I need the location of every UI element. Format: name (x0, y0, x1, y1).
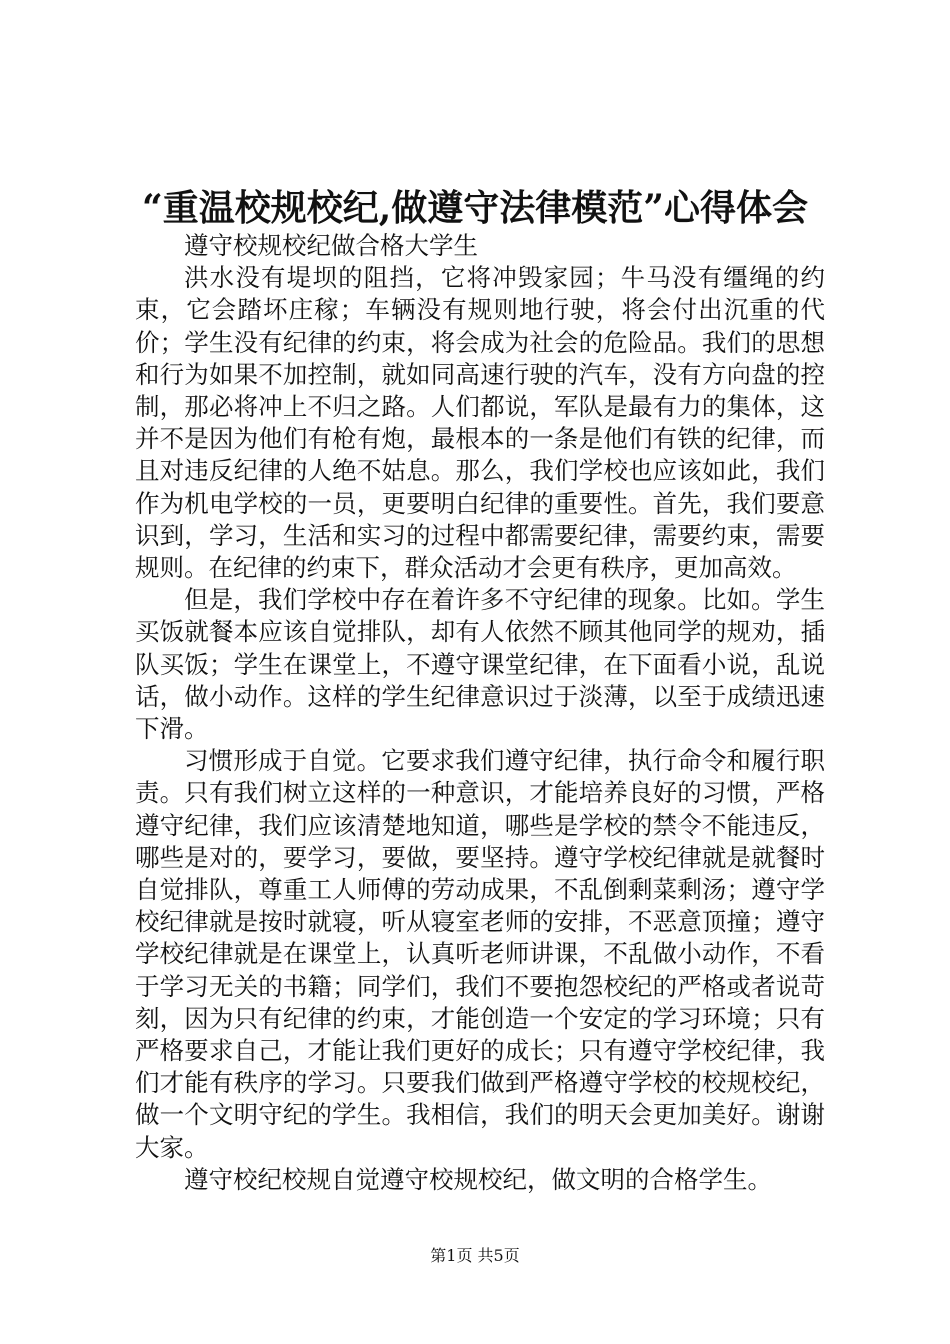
body-paragraph: 洪水没有堤坝的阻挡，它将冲毁家园；牛马没有缰绳的约束，它会踏坏庄稼；车辆没有规则地行驶，将会付出沉重的代价；学生没有纪律的约束，将会成为社会的危险品。我们的思想和行为如果不加控制，就如同高速行驶的汽车，没有方向盘的控制，那必将冲上不归之路。人们都说，军队是最有力的集体，这并不是因为他们有枪有炮，最根本的一条是他们有铁的纪律，而且对违反纪律的人绝不姑息。那么，我们学校也应该如此，我们作为机电学校的一员，更要明白纪律的重要性。首先，我们要意识到，学习，生活和实习的过程中都需要纪律，需要约束，需要规则。在纪律的约束下，群众活动才会更有秩序，更加高效。 (135, 263, 825, 583)
body-paragraph: 习惯形成于自觉。它要求我们遵守纪律，执行命令和履行职责。只有我们树立这样的一种意识，才能培养良好的习惯，严格遵守纪律，我们应该清楚地知道，哪些是学校的禁令不能违反，哪些是对的，要学习，要做，要坚持。遵守学校纪律就是就餐时自觉排队，尊重工人师傅的劳动成果，不乱倒剩菜剩汤；遵守学校纪律就是按时就寝，听从寝室老师的安排，不恶意顶撞；遵守学校纪律就是在课堂上，认真听老师讲课，不乱做小动作，不看于学习无关的书籍；同学们，我们不要抱怨校纪的严格或者说苛刻，因为只有纪律的约束，才能创造一个安定的学习环境；只有严格要求自己，才能让我们更好的成长；只有遵守学校纪律，我们才能有秩序的学习。只要我们做到严格遵守学校的校规校纪，做一个文明守纪的学生。我相信，我们的明天会更加美好。谢谢大家。 (135, 746, 825, 1162)
page-number-footer: 第1页 共5页 (430, 1246, 520, 1265)
subtitle-paragraph: 遵守校规校纪做合格大学生 (184, 231, 478, 260)
body-paragraph: 遵守校纪校规自觉遵守校规校纪，做文明的合格学生。 (184, 1164, 772, 1194)
document-body (135, 230, 825, 1196)
document-title: “重温校规校纪,做遵守法律模范”心得体会 (142, 187, 808, 229)
body-paragraph: 但是，我们学校中存在着许多不守纪律的现象。比如。学生买饭就餐本应该自觉排队，却有人依然不顾其他同学的规劝，插队买饭；学生在课堂上，不遵守课堂纪律，在下面看小说，乱说话，做小动作。这样的学生纪律意识过于淡薄，以至于成绩迅速下滑。 (135, 585, 825, 744)
